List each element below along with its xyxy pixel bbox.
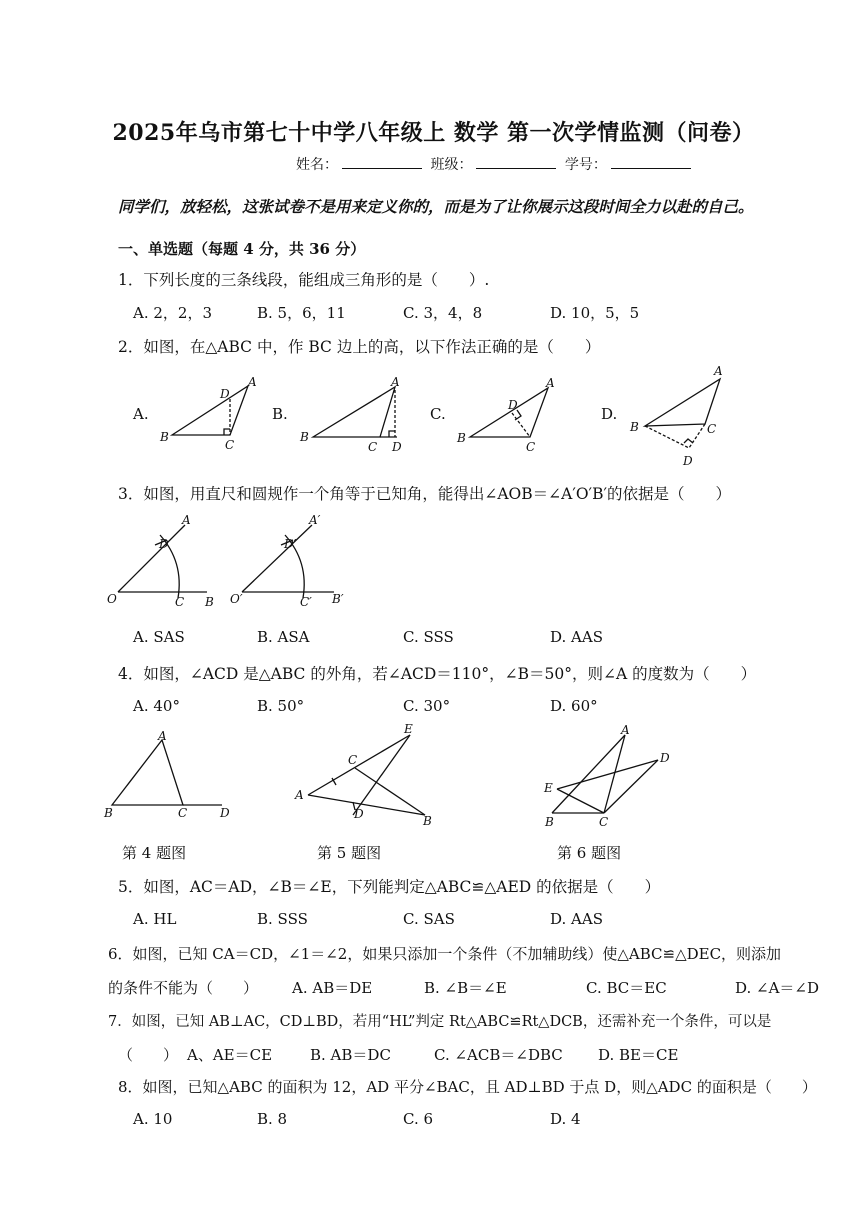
label-c: C <box>348 753 358 767</box>
figure-4 <box>103 729 230 820</box>
question-7-continuation: （ ） <box>118 1046 179 1064</box>
q5-option-c[interactable]: C. SAS <box>403 910 455 928</box>
label-b: B <box>104 806 113 820</box>
figure-6-caption: 第 6 题图 <box>557 844 622 862</box>
question-3-text: 3．如图，用直尺和圆规作一个角等于已知角，能得出∠AOB＝∠A′O′B′的依据是（ ） <box>118 485 731 503</box>
q4-option-d[interactable]: D. 60° <box>550 697 598 715</box>
label-b: B <box>160 430 169 444</box>
label-c: C <box>368 440 378 454</box>
figure-5-caption: 第 5 题图 <box>317 844 382 862</box>
label-c: C <box>526 440 536 454</box>
label-b: B <box>300 430 309 444</box>
question-4-text: 4．如图，∠ACD 是△ABC 的外角，若∠ACD＝110°，∠B＝50°，则∠A 的度数为（ ） <box>118 665 757 683</box>
label-d: D <box>392 440 402 454</box>
label-d: D <box>220 387 230 401</box>
q3-figure-right <box>230 513 344 609</box>
q4-option-c[interactable]: C. 30° <box>403 697 451 715</box>
q7-option-c[interactable]: C. ∠ACB＝∠DBC <box>434 1046 563 1064</box>
q8-option-d[interactable]: D. 4 <box>550 1110 581 1128</box>
label-b-prime: B′ <box>332 592 344 606</box>
q2-option-b-label[interactable]: B. <box>272 405 288 423</box>
question-6-continuation: 的条件不能为（ ） <box>108 979 259 997</box>
q1-option-b[interactable]: B. 5，6，11 <box>257 304 346 322</box>
label-e: E <box>404 722 413 736</box>
student-id-label: 学号： <box>564 157 607 173</box>
label-c-prime: C′ <box>300 595 312 609</box>
q3-option-c[interactable]: C. SSS <box>403 628 454 646</box>
label-a: A <box>158 729 167 743</box>
question-1-text: 1．下列长度的三条线段，能组成三角形的是（ ）. <box>118 271 490 289</box>
q2-figure-a <box>159 375 257 452</box>
q5-option-d[interactable]: D. AAS <box>550 910 603 928</box>
q4-option-b[interactable]: B. 50° <box>257 697 305 715</box>
label-c: C <box>178 806 188 820</box>
q1-option-a[interactable]: A. 2，2，3 <box>133 304 212 322</box>
question-6-text: 6．如图，已知 CA＝CD，∠1＝∠2，如果只添加一个条件（不加辅助线）使△ABC≌△DEC，则添加 <box>108 945 782 963</box>
q2-option-d-label[interactable]: D. <box>601 405 618 423</box>
q7-option-b[interactable]: B. AB＝DC <box>310 1046 391 1064</box>
q2-figure-c <box>456 376 555 454</box>
page-title: 2025年乌市第七十中学八年级上 数学 第一次学情监测（问卷） <box>112 120 755 146</box>
question-5-text: 5．如图，AC＝AD，∠B＝∠E，下列能判定△ABC≌△AED 的依据是（ ） <box>118 878 661 896</box>
label-c: C <box>225 438 235 452</box>
label-a: A <box>714 364 723 378</box>
label-a-prime: A′ <box>309 513 321 527</box>
q2-option-c-label[interactable]: C. <box>430 405 446 423</box>
q5-option-a[interactable]: A. HL <box>133 910 177 928</box>
label-d: D <box>508 398 518 412</box>
motto-text: 同学们，放轻松，这张试卷不是用来定义你的，而是为了让你展示这段时间全力以赴的自己。 <box>118 197 754 216</box>
q7-option-a[interactable]: A、AE＝CE <box>187 1046 273 1064</box>
q1-option-c[interactable]: C. 3，4，8 <box>403 304 483 322</box>
q8-option-b[interactable]: B. 8 <box>257 1110 288 1128</box>
figure-4-caption: 第 4 题图 <box>122 844 187 862</box>
label-d: D <box>159 537 169 551</box>
section-heading: 一、单选题（每题 4 分，共 36 分） <box>118 240 366 258</box>
label-d: D <box>220 806 230 820</box>
label-o: O <box>107 592 117 606</box>
q6-option-d[interactable]: D. ∠A＝∠D <box>735 979 820 997</box>
q3-option-a[interactable]: A. SAS <box>133 628 185 646</box>
label-b: B <box>205 595 214 609</box>
label-b: B <box>457 431 466 445</box>
q6-option-a[interactable]: A. AB＝DE <box>292 979 373 997</box>
q7-option-d[interactable]: D. BE＝CE <box>598 1046 679 1064</box>
name-label: 姓名： <box>296 157 338 173</box>
q6-option-c[interactable]: C. BC＝EC <box>586 979 667 997</box>
q2-figure-d <box>629 364 723 468</box>
label-a: A <box>621 723 630 737</box>
q8-option-a[interactable]: A. 10 <box>133 1110 173 1128</box>
label-a: A <box>248 375 257 389</box>
question-2-text: 2．如图，在△ABC 中，作 BC 边上的高，以下作法正确的是（ ） <box>118 338 601 356</box>
label-a: A <box>391 375 400 389</box>
label-d: D <box>660 751 670 765</box>
q3-figure-left <box>107 513 214 609</box>
label-a: A <box>295 788 304 802</box>
label-a: A <box>546 376 555 390</box>
label-c: C <box>707 422 717 436</box>
q4-option-a[interactable]: A. 40° <box>133 697 180 715</box>
label-b: B <box>545 815 554 829</box>
q1-option-d[interactable]: D. 10，5，5 <box>550 304 640 322</box>
q3-option-d[interactable]: D. AAS <box>550 628 603 646</box>
q2-option-a-label[interactable]: A. <box>133 405 149 423</box>
q6-option-b[interactable]: B. ∠B＝∠E <box>424 979 507 997</box>
label-e: E <box>544 781 553 795</box>
label-b: B <box>630 420 639 434</box>
label-d: D <box>354 807 364 821</box>
q3-option-b[interactable]: B. ASA <box>257 628 310 646</box>
label-b: B <box>423 814 432 828</box>
label-d: D <box>683 454 693 468</box>
question-8-text: 8．如图，已知△ABC 的面积为 12，AD 平分∠BAC，且 AD⊥BD 于点 D，则△ADC 的面积是（ ） <box>118 1078 817 1096</box>
class-label: 班级： <box>430 157 473 173</box>
label-a: A <box>182 513 191 527</box>
q8-option-c[interactable]: C. 6 <box>403 1110 434 1128</box>
q5-option-b[interactable]: B. SSS <box>257 910 308 928</box>
figure-5 <box>294 722 432 828</box>
question-7-text: 7．如图，已知 AB⊥AC，CD⊥BD，若用“HL”判定 Rt△ABC≌Rt△DCB，还需补充一个条件，可以是 <box>108 1014 772 1030</box>
label-o-prime: O′ <box>230 592 243 606</box>
label-c: C <box>599 815 609 829</box>
label-d-prime: D′ <box>284 537 297 551</box>
figure-6 <box>543 723 670 829</box>
label-c: C <box>175 595 185 609</box>
q2-figure-b <box>299 375 402 454</box>
